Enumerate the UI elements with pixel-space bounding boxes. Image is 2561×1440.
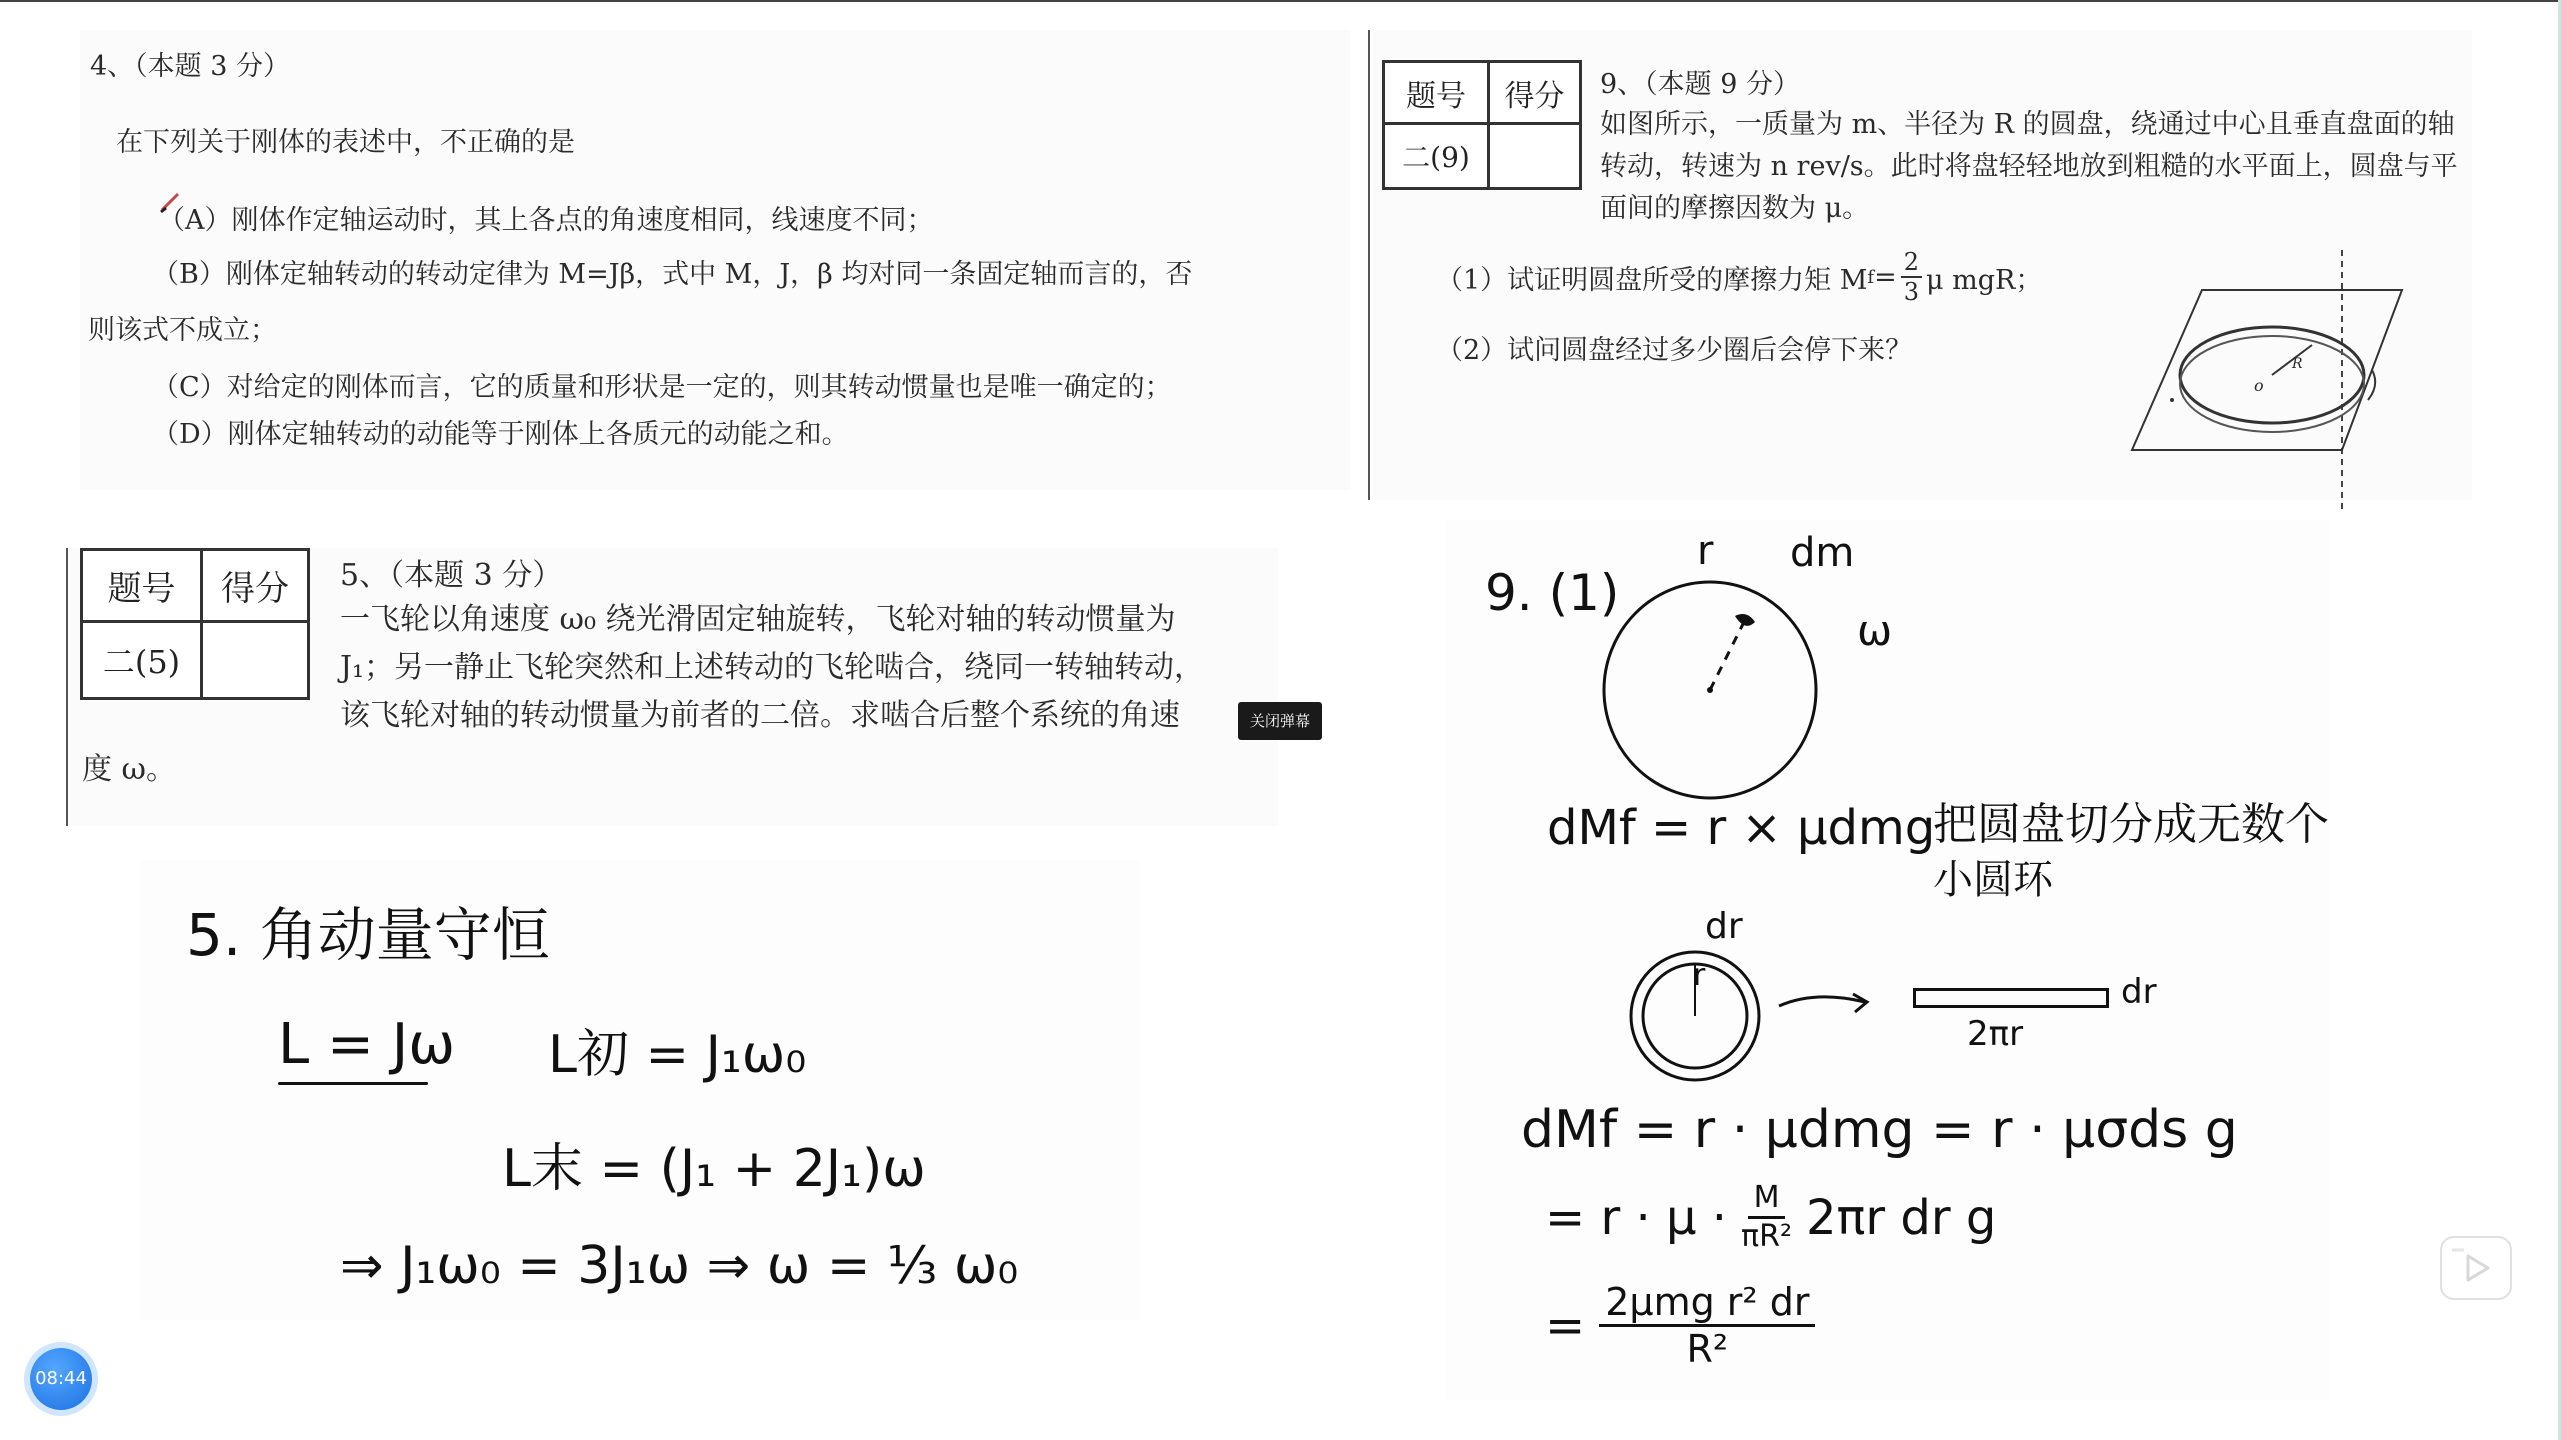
hw9-disc-sketch <box>1595 540 1845 810</box>
score-table-header-num: 题号 <box>1384 62 1489 124</box>
score-table-header-score: 得分 <box>1489 62 1581 124</box>
hw9-note-1: 把圆盘切分成无数个 <box>1933 799 2329 850</box>
hw9-label: 9. (1) <box>1485 564 1620 622</box>
hw5-line-1: L = Jω <box>278 1012 456 1077</box>
timer-badge[interactable]: 08:44 <box>30 1348 92 1410</box>
hw9-eq-3-pre: = r · μ · <box>1545 1189 1728 1246</box>
hw5-heading: 5. 角动量守恒 <box>186 901 550 969</box>
hw9-ring-dr: dr <box>1705 906 1743 947</box>
q9-part-1 <box>1436 248 2042 306</box>
q5-line-1: 一飞轮以角速度 ω₀ 绕光滑固定轴旋转，飞轮对轴的转动惯量为 <box>340 602 1176 637</box>
q9-title: 9、（本题 9 分） <box>1600 69 1801 100</box>
disc-center-label: o <box>2254 376 2264 395</box>
q9-panel <box>1372 30 2472 500</box>
score-table-num: 二(9) <box>1384 124 1489 189</box>
hw9-dm-label: dm <box>1790 530 1855 576</box>
hw9-eq-2: dMf = r · μdmg = r · μσds g <box>1521 1100 2238 1160</box>
q9-part-1-eq: = <box>1874 261 1897 293</box>
q4-option-a: （A）刚体作定轴运动时，其上各点的角速度相同，线速度不同； <box>158 205 934 236</box>
score-table-header-num: 题号 <box>82 550 202 622</box>
q5-panel <box>68 548 1278 826</box>
hw9-eq-4-fraction <box>1599 1280 1815 1371</box>
q9-fraction-num: 2 <box>1901 248 1922 278</box>
q9-fraction <box>1901 248 1922 306</box>
hw9-panel <box>1445 520 2330 1400</box>
hw9-r-label: r <box>1697 528 1714 574</box>
hw9-eq-3-den: πR² <box>1741 1219 1792 1254</box>
q5-line-3: 该飞轮对轴的转动惯量为前者的二倍。求啮合后整个系统的角速 <box>340 698 1180 733</box>
score-table-num: 二(5) <box>82 622 202 699</box>
q5-score-table <box>80 548 310 700</box>
q4-option-b-cont: 则该式不成立； <box>88 315 277 346</box>
hw9-ring-r: r <box>1693 958 1706 993</box>
q9-fraction-den: 3 <box>1903 278 1919 306</box>
q4-title: 4、（本题 3 分） <box>90 51 291 82</box>
hw9-strip <box>1913 988 2109 1008</box>
q5-title: 5、（本题 3 分） <box>340 558 563 593</box>
hw9-eq-3-post: 2πr dr g <box>1805 1189 1997 1246</box>
hw5-underline <box>278 1082 428 1085</box>
hw9-eq-4 <box>1545 1280 1829 1371</box>
q4-option-c: （C）对给定的刚体而言，它的质量和形状是一定的，则其转动惯量也是唯一确定的； <box>152 372 1172 403</box>
q4-stem: 在下列关于刚体的表述中，不正确的是 <box>116 127 575 158</box>
hw9-eq-1: dMf = r × μdmg <box>1547 800 1936 856</box>
hw9-eq-4-pre: = <box>1545 1297 1586 1354</box>
score-table-header-score: 得分 <box>202 550 309 622</box>
q9-part-1-text: （1）试证明圆盘所受的摩擦力矩 M <box>1436 264 1868 296</box>
q4-option-b: （B）刚体定轴转动的转动定律为 M=Jβ，式中 M，J，β 均对同一条固定轴而言的，否 <box>152 259 1193 290</box>
disc-radius-label: R <box>2292 356 2303 372</box>
play-button[interactable] <box>2440 1236 2512 1300</box>
q9-part-2: （2）试问圆盘经过多少圈后会停下来？ <box>1436 335 1913 366</box>
disc-figure <box>2072 250 2412 510</box>
score-table-score <box>202 622 309 699</box>
hw9-strip-len: 2πr <box>1967 1014 2024 1054</box>
q9-left-divider <box>1368 30 1370 500</box>
hw9-note-2: 小圆环 <box>1933 857 2053 903</box>
right-arrow-icon <box>1775 982 1875 1022</box>
q9-line-2: 转动，转速为 n rev/s。此时将盘轻轻地放到粗糙的水平面上，圆盘与平 <box>1600 151 2458 182</box>
q9-score-table <box>1382 60 1582 190</box>
close-danmaku-tooltip[interactable]: 关闭弹幕 <box>1238 702 1322 740</box>
q9-part-1-sub: f <box>1867 266 1875 288</box>
q4-option-d: （D）刚体定轴转动的动能等于刚体上各质元的动能之和。 <box>152 419 849 450</box>
q5-line-4: 度 ω。 <box>82 752 176 787</box>
play-icon <box>2442 1238 2510 1298</box>
q9-part-1-post: μ mgR； <box>1925 264 2043 296</box>
hw5-panel <box>140 860 1140 1320</box>
top-border <box>0 0 2561 2</box>
q4-panel <box>80 30 1350 490</box>
hw9-eq-3 <box>1545 1180 1996 1255</box>
score-table-score <box>1489 124 1581 189</box>
hw9-eq-3-fraction <box>1741 1180 1792 1255</box>
hw9-strip-dr: dr <box>2121 972 2157 1012</box>
hw5-line-3: L末 = (J₁ + 2J₁)ω <box>502 1139 926 1199</box>
hw5-line-4: ⇒ J₁ω₀ = 3J₁ω ⇒ ω = ⅓ ω₀ <box>340 1236 1019 1296</box>
hw5-line-2: L初 = J₁ω₀ <box>548 1025 807 1085</box>
hw9-omega-label: ω <box>1857 606 1893 655</box>
q9-line-1: 如图所示，一质量为 m、半径为 R 的圆盘，绕通过中心且垂直盘面的轴 <box>1600 109 2455 140</box>
hw9-eq-4-num: 2μmg r² dr <box>1599 1280 1815 1327</box>
q5-line-2: J₁；另一静止飞轮突然和上述转动的飞轮啮合，绕同一转轴转动， <box>340 650 1205 685</box>
hw9-eq-3-num: M <box>1748 1180 1786 1219</box>
q9-line-3: 面间的摩擦因数为 μ。 <box>1600 193 1870 224</box>
hw9-eq-4-den: R² <box>1686 1327 1729 1371</box>
